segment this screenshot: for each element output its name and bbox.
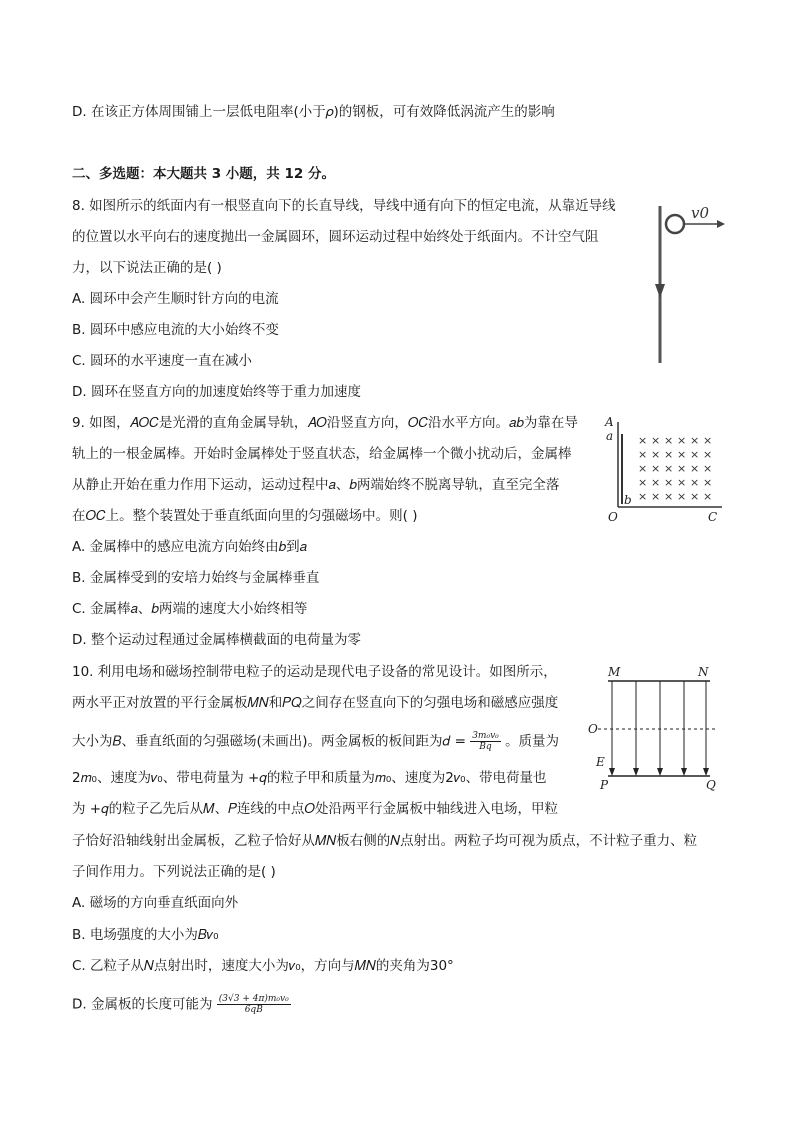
q9-field-mark: ×: [638, 490, 648, 503]
q9-field-mark: ×: [677, 448, 687, 461]
q9-field-mark: ×: [703, 490, 713, 503]
q10-line-3-tail: 。质量为: [505, 733, 560, 750]
q10-label-M: M: [608, 665, 621, 679]
q9-field-mark: ×: [638, 462, 648, 475]
q10-line-4: 2𝑚₀、速度为𝑣₀、带电荷量为 +𝑞的粒子甲和质量为𝑚₀、速度为2𝑣₀、带电荷量也: [72, 770, 547, 786]
q9-field-mark: ×: [677, 476, 687, 489]
q9-line-3: 从静止开始在重力作用下运动，运动过程中𝑎、𝑏两端始终不脱离导轨，直至完全落: [72, 477, 560, 493]
q8-figure: [645, 198, 725, 368]
q10-length-numerator: (3√3 + 4π)𝑚₀𝑣₀: [218, 994, 289, 1004]
q9-field-mark: ×: [677, 490, 687, 503]
q9-line-2: 轨上的一根金属棒。开始时金属棒处于竖直状态，给金属棒一个微小扰动后，金属棒: [72, 446, 572, 462]
q8-current-arrow: [655, 284, 665, 298]
q9-field-mark: ×: [638, 448, 648, 461]
q9-field-mark: ×: [690, 434, 700, 447]
q10-option-d-text: D. 金属板的长度可能为: [72, 996, 213, 1013]
q9-field-mark: ×: [664, 476, 674, 489]
q10-option-b: B. 电场强度的大小为𝐵𝑣₀: [72, 927, 219, 943]
q9-label-O: O: [608, 510, 618, 524]
q9-field-mark: ×: [651, 490, 661, 503]
q9-field-mark: ×: [638, 476, 648, 489]
q8-line-2: 的位置以水平向右的速度抛出一金属圆环，圆环运动过程中始终处于纸面内。不计空气阻: [72, 229, 599, 245]
q9-label-a: a: [606, 429, 614, 443]
q9-field-mark: ×: [651, 476, 661, 489]
q9-field-mark: ×: [677, 434, 687, 447]
q10-field-arrowhead: [657, 768, 663, 776]
q10-label-O: O: [588, 722, 598, 736]
q10-length-denominator: 6𝑞𝐵: [244, 1005, 263, 1015]
q9-option-a: A. 金属棒中的感应电流方向始终由𝑏到𝑎: [72, 539, 307, 555]
q10-field-arrowhead: [681, 768, 687, 776]
q9-field-mark: ×: [651, 462, 661, 475]
q10-line-3: [72, 731, 559, 752]
q8-metal-ring: [666, 215, 684, 233]
q9-option-d: D. 整个运动过程通过金属棒横截面的电荷量为零: [72, 632, 361, 648]
q9-figure: [600, 412, 730, 527]
q9-field-mark: ×: [651, 434, 661, 447]
q7-option-d: D. 在该正方体周围铺上一层低电阻率(小于𝜌)的钢板，可有效降低涡流产生的影响: [72, 104, 555, 120]
q9-line-1: 9. 如图，𝐴𝑂𝐶是光滑的直角金属导轨，𝐴𝑂沿竖直方向，𝑂𝐶沿水平方向。𝑎𝑏为靠在导: [72, 415, 578, 431]
q9-field-mark: ×: [677, 462, 687, 475]
q9-option-c: C. 金属棒𝑎、𝑏两端的速度大小始终相等: [72, 601, 308, 617]
q10-line-5: 为 +𝑞的粒子乙先后从𝑀、𝑃连线的中点𝑂处沿两平行金属板中轴线进入电场，甲粒: [72, 801, 559, 817]
q10-label-Q: Q: [706, 778, 716, 792]
q9-field-mark: ×: [690, 462, 700, 475]
q10-d-fraction: [470, 731, 501, 752]
q9-field-mark: ×: [690, 448, 700, 461]
q10-option-a: A. 磁场的方向垂直纸面向外: [72, 895, 239, 911]
q10-line-2: 两水平正对放置的平行金属板𝑀𝑁和𝑃𝑄之间存在竖直向下的匀强电场和磁感应强度: [72, 695, 559, 711]
q9-field-mark: ×: [703, 476, 713, 489]
q9-label-A: A: [605, 415, 614, 429]
q10-field-arrowhead: [703, 768, 709, 776]
q9-field-mark: ×: [703, 448, 713, 461]
q10-figure: [580, 662, 725, 797]
q10-line-1: 10. 利用电场和磁场控制带电粒子的运动是现代电子设备的常见设计。如图所示，: [72, 664, 557, 680]
q8-velocity-arrowhead: [717, 220, 725, 228]
q10-line-7: 子间作用力。下列说法正确的是( ): [72, 864, 276, 880]
q9-field-mark: ×: [664, 490, 674, 503]
q10-line-6: 子恰好沿轴线射出金属板，乙粒子恰好从𝑀𝑁板右侧的𝑁点射出。两粒子均可视为质点，不计粒子重力、粒: [72, 833, 698, 849]
q9-option-b: B. 金属棒受到的安培力始终与金属棒垂直: [72, 570, 320, 586]
q10-label-E: E: [596, 755, 605, 769]
q8-line-3: 力，以下说法正确的是( ): [72, 260, 222, 276]
q9-field-mark: ×: [664, 434, 674, 447]
q10-option-c: C. 乙粒子从𝑁点射出时，速度大小为𝑣₀，方向与𝑀𝑁的夹角为30°: [72, 958, 454, 974]
q9-field-mark: ×: [638, 434, 648, 447]
q9-field-mark: ×: [690, 490, 700, 503]
q10-label-N: N: [698, 665, 709, 679]
q10-field-arrowhead: [633, 768, 639, 776]
q8-option-b: B. 圆环中感应电流的大小始终不变: [72, 322, 279, 338]
q10-length-fraction: [217, 994, 291, 1015]
q8-option-d: D. 圆环在竖直方向的加速度始终等于重力加速度: [72, 384, 361, 400]
q9-label-C: C: [708, 510, 718, 524]
q8-option-c: C. 圆环的水平速度一直在减小: [72, 353, 253, 369]
q9-field-mark: ×: [703, 434, 713, 447]
q8-line-1: 8. 如图所示的纸面内有一根竖直向下的长直导线，导线中通有向下的恒定电流，从靠近导线: [72, 198, 616, 214]
q9-label-b: b: [624, 493, 632, 507]
q9-field-mark: ×: [664, 462, 674, 475]
section-title: 二、多选题：本大题共 3 小题，共 12 分。: [72, 166, 335, 182]
q9-magnetic-field: [638, 434, 712, 503]
q10-d-numerator: 3𝑚₀𝑣₀: [472, 731, 499, 741]
q10-field-arrowhead: [609, 768, 615, 776]
q9-field-mark: ×: [703, 462, 713, 475]
q10-line-3-text: 大小为𝐵、垂直纸面的匀强磁场(未画出)。两金属板的板间距为𝑑 =: [72, 733, 466, 750]
q9-line-4: 在𝑂𝐶上。整个装置处于垂直纸面向里的匀强磁场中。则( ): [72, 508, 418, 524]
q9-field-mark: ×: [690, 476, 700, 489]
q10-d-denominator: 𝐵𝑞: [479, 742, 492, 752]
q8-option-a: A. 圆环中会产生顺时针方向的电流: [72, 291, 279, 307]
q10-label-P: P: [600, 778, 609, 792]
q8-v0-label: v0: [691, 204, 710, 222]
q9-field-mark: ×: [664, 448, 674, 461]
q10-option-d: [72, 994, 291, 1015]
q9-field-mark: ×: [651, 448, 661, 461]
